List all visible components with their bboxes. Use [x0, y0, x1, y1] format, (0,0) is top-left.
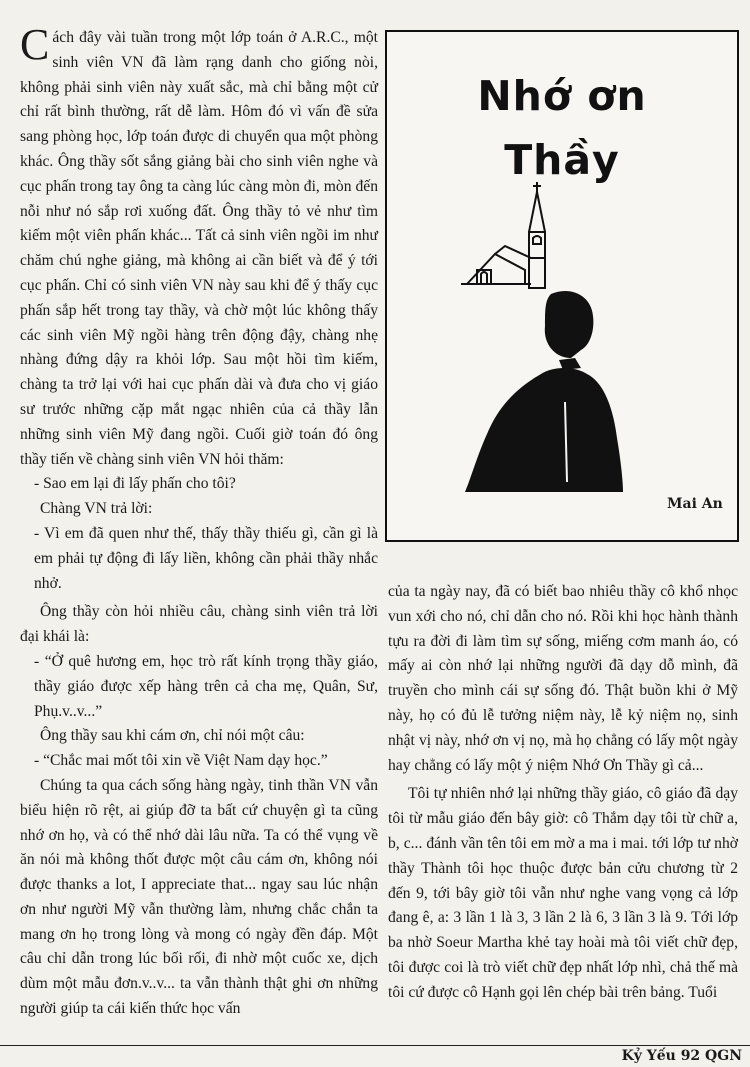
footer-divider — [0, 1045, 750, 1046]
article-paragraph-2: Chàng VN trả lời: — [40, 500, 153, 518]
left-column — [20, 20, 378, 1022]
title-line-2: Thầy — [504, 136, 620, 184]
article-paragraph-1 — [20, 20, 378, 472]
right-column — [388, 580, 738, 1006]
drop-cap: C — [20, 20, 50, 69]
author-byline: Mai An — [667, 496, 723, 512]
paragraph-1-text: ách đây vài tuần trong một lớp toán ở A.R.C., một sinh viên VN đã làm rạng danh cho giống nòi, không phải sinh viên này xuất sắc, mà chỉ bằng một cử chỉ rất bình thường, rất dễ làm. Hôm đó vì vấn đề sửa sang phòng học, lớp toán được di chuyển qua một phòng khác. Ông thầy sốt sắng giảng bài cho sinh viên nghe và cục phấn trong tay ông ta càng lúc càng mòn đi, mòn đến nỗi như nó sắp rơi xuống đất. Ông thầy tỏ vẻ như tìm kiếm một viên phấn khác... Tất cả sinh viên ngồi im như chăm chú nghe giảng, mà không ai cần biết và để ý tới cục phấn. Chỉ có sinh viên VN này sau khi để ý thấy cục phấn sắp hết trong tay thầy, và chờ một lúc không thấy các sinh viên Mỹ ngồi hàng trên động đậy, chàng nhẹ nhàng đứng dậy ra khỏi lớp. Sau một hồi tìm kiếm, chàng ta trở lại với hai cục phấn dài và đưa cho vị giáo sư trước những cặp mắt ngạc nhiên của cả thầy lẫn những sinh viên Mỹ đang ngồi. Cuối giờ toán đó ông thầy tiến về chàng sinh viên VN hỏi thăm: — [20, 29, 378, 468]
quote-4: - “Chắc mai mốt tôi xin về Việt Nam dạy học.” — [34, 752, 328, 770]
title-illustration-box — [385, 30, 739, 542]
quote-3: - “Ở quê hương em, học trò rất kính trọng thầy giáo, thầy giáo được xếp hàng trên cả cha mẹ, Quân, Sư, Phụ.v..v...” — [34, 652, 378, 720]
church-and-man-illustration — [447, 182, 627, 492]
article-paragraph-6: Tôi tự nhiên nhớ lại những thầy giáo, cô giáo đã dạy tôi từ mẫu giáo đến bây giờ: cô Thắm dạy tôi từ chữ a, b, c... đánh vần tên tôi em mờ a ma i mai. tới lớp tư nhờ thầy Thành tôi học thuộc được bản cửu chương từ 2 đến 9, tới bây giờ tôi vẫn như nghe vang vọng cả lớp đang ê, a: 3 lần 1 là 3, 3 lần 2 là 6, 3 lần 3 là 9. Tới lớp ba nhờ Soeur Martha khẻ tay hoài mà tôi viết chữ đẹp, tôi được coi là trò viết chữ đẹp nhất lớp nhì, chả thế mà tôi cứ được cô Hạnh gọi lên chép bài trên bảng. Tuổi — [388, 785, 738, 1001]
quote-1: - Sao em lại đi lấy phấn cho tôi? — [34, 475, 236, 493]
quote-2: - Vì em đã quen như thế, thấy thầy thiếu gì, cần gì là em phải tự động đi lấy liền, không cần phải thầy nhắc nhở. — [34, 524, 378, 592]
footer-publication: Kỷ Yếu 92 QGN — [621, 1048, 742, 1064]
article-paragraph-5-continued: của ta ngày nay, đã có biết bao nhiêu thầy cô khổ nhọc vun xới cho nó, chỉ dẫn cho nó. Rồi khi học hành thành tựu ra đời đi làm tìm sự sống, miếng cơm manh áo, có mấy ai còn nhớ lại những người đã dạy dỗ mình, đã truyền cho mình cái sự sống đó. Thật buồn khi ở Mỹ này, họ có đủ lễ tưởng niệm này, lễ kỷ niệm nọ, sinh nhật vị này, nhớ ơn vị nọ, mà họ chẳng có lấy một ngày hay chẳng có lấy một ý niệm Nhớ Ơn Thầy gì cả... — [388, 583, 738, 774]
article-paragraph-5: Chúng ta qua cách sống hàng ngày, tinh thần VN vẫn biểu hiện rõ rệt, ai giúp đỡ ta bất cứ chuyện gì ta cũng nhớ ơn họ, và có thể nhớ dài lâu nữa. Ta có thể vụng về ăn nói mà không thốt được một câu cám ơn, không nói được thanks a lot, I appreciate that... ngay sau lúc nhận ơn như người Mỹ vẫn thường làm, nhưng chắc chắn ta mang ơn họ trong lòng và mong có ngày đền đáp. Một câu chỉ dẫn trong lúc bối rối, đi nhờ một cuốc xe, dịch dùm một mẫu đơn.v..v... ta vẫn thành thật ghi ơn những người giúp ta cái kiến thức học vấn — [20, 776, 378, 1018]
article-paragraph-3: Ông thầy còn hỏi nhiều câu, chàng sinh viên trả lời đại khái là: — [20, 603, 378, 646]
title-line-1: Nhớ ơn — [477, 72, 647, 120]
article-paragraph-4: Ông thầy sau khi cám ơn, chỉ nói một câu: — [40, 727, 305, 745]
